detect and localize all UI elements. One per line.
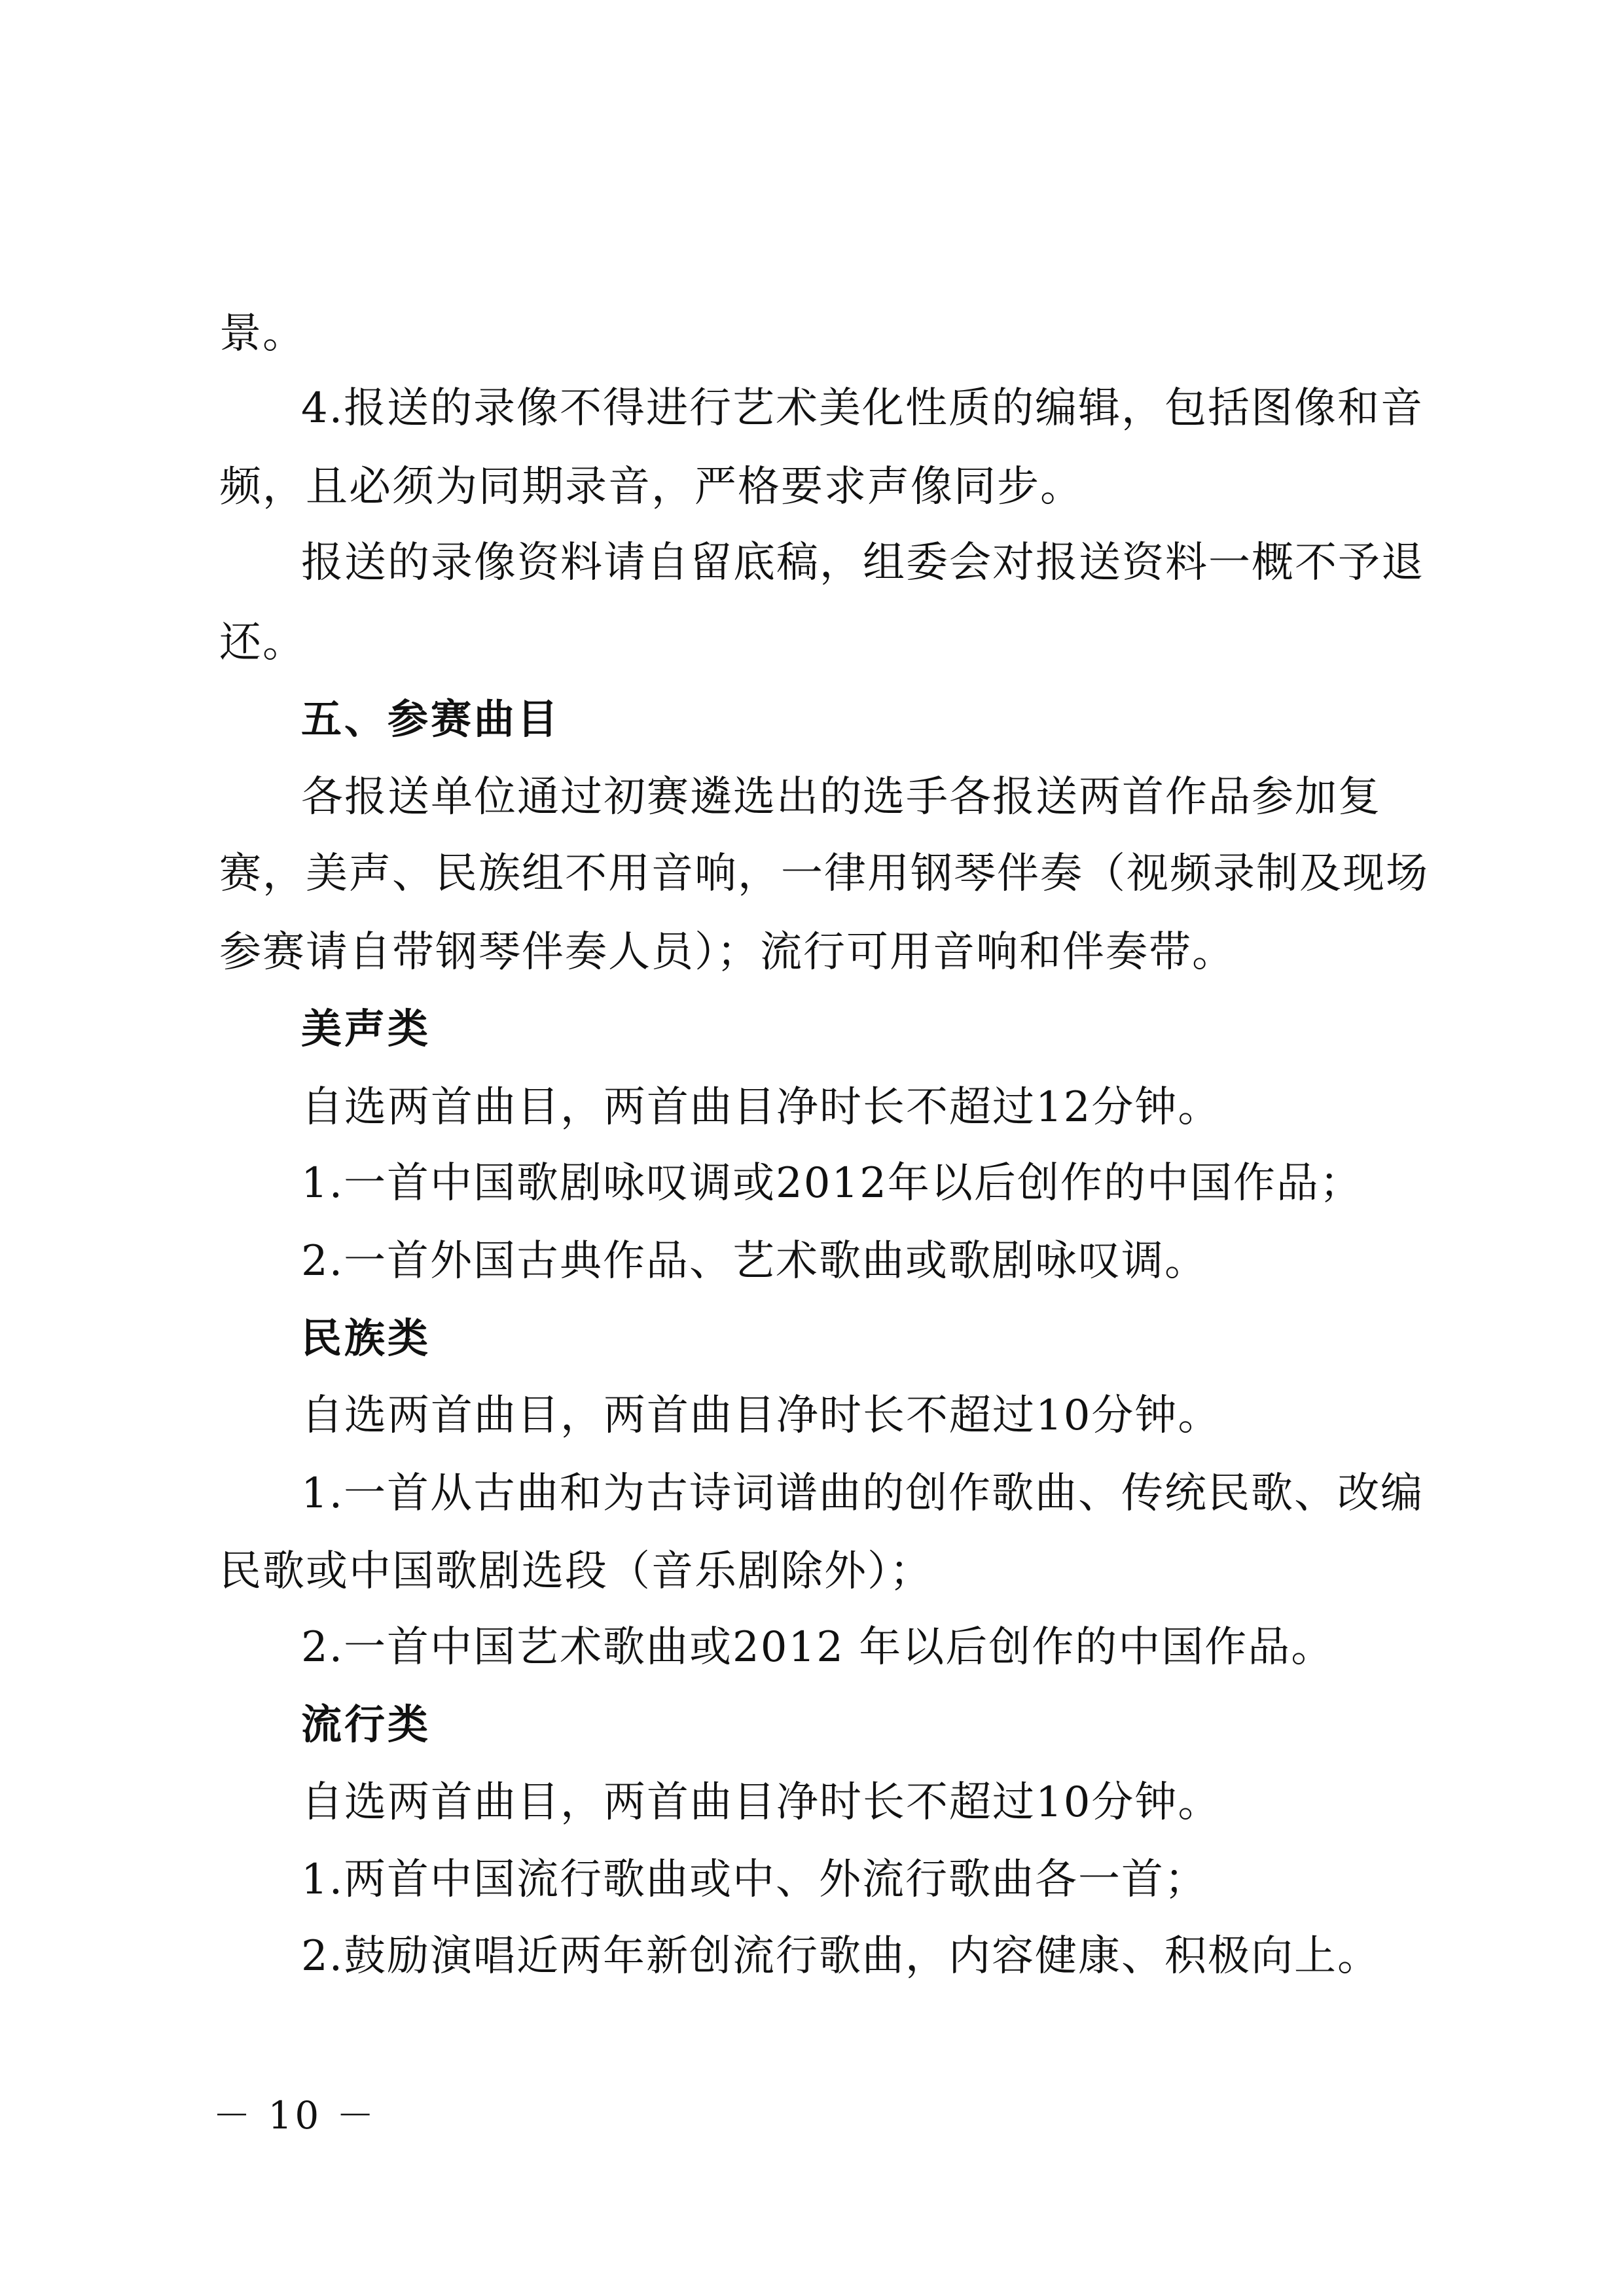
paragraph-line: 赛，美声、民族组不用音响，一律用钢琴伴奏（视频录制及现场 [219,850,1429,898]
list-item: 1.一首中国歌剧咏叹调或2012年以后创作的中国作品； [301,1159,1363,1208]
duration-line: 自选两首曲目，两首曲目净时长不超过12分钟。 [301,1083,1221,1132]
paragraph-line: 各报送单位通过初赛遴选出的选手各报送两首作品参加复 [301,773,1381,821]
list-item: 2.一首中国艺术歌曲或2012 年以后创作的中国作品。 [301,1623,1335,1672]
list-item: 2.鼓励演唱近两年新创流行歌曲，内容健康、积极向上。 [301,1932,1381,1981]
category-heading: 民族类 [301,1314,431,1362]
paragraph-line: 参赛请自带钢琴伴奏人员）；流行可用音响和伴奏带。 [219,928,1235,977]
paragraph-line: 报送的录像资料请自留底稿，组委会对报送资料一概不予退 [301,539,1424,587]
paragraph-line: 还。 [219,619,306,667]
paragraph-line: 4.报送的录像不得进行艺术美化性质的编辑，包括图像和音 [301,384,1424,433]
paragraph-line: 景。 [219,310,306,358]
duration-line: 自选两首曲目，两首曲目净时长不超过10分钟。 [301,1778,1221,1827]
paragraph-line: 频，且必须为同期录音，严格要求声像同步。 [219,463,1083,511]
duration-line: 自选两首曲目，两首曲目净时长不超过10分钟。 [301,1391,1221,1440]
list-item-continuation: 民歌或中国歌剧选段（音乐剧除外）； [219,1547,933,1596]
category-heading: 流行类 [301,1700,431,1748]
list-item: 1.两首中国流行歌曲或中、外流行歌曲各一首； [301,1856,1208,1904]
list-item: 1.一首从古曲和为古诗词谱曲的创作歌曲、传统民歌、改编 [301,1469,1424,1518]
list-item: 2.一首外国古典作品、艺术歌曲或歌剧咏叹调。 [301,1237,1208,1285]
category-heading: 美声类 [301,1005,431,1052]
page-number: － 10 － [213,2093,377,2138]
section-heading: 五、参赛曲目 [301,695,561,743]
